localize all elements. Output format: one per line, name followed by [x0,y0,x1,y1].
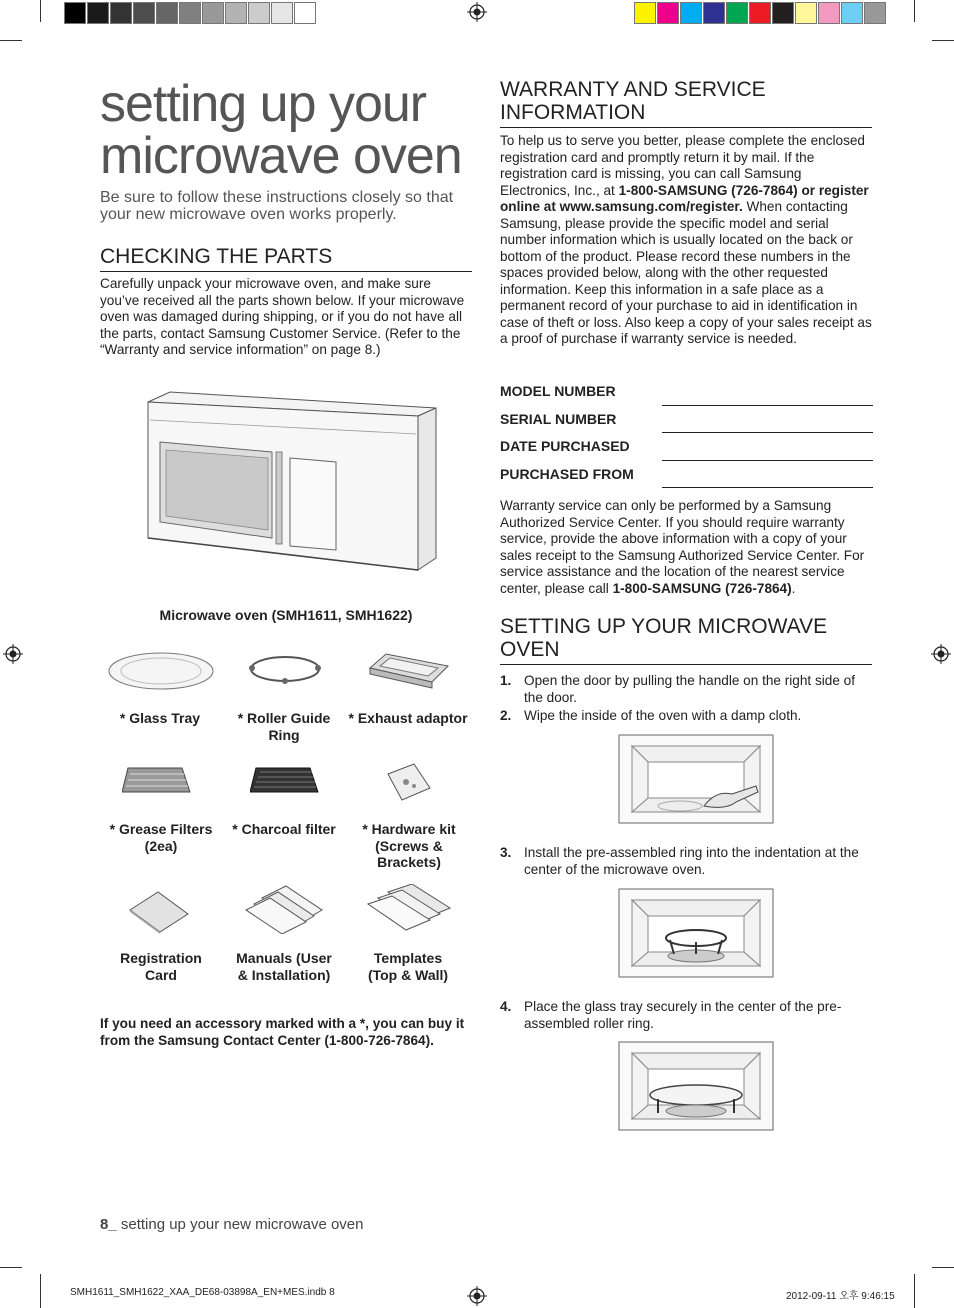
part-label-hardware-kit: * Hardware kit (Screws & Brackets) [362,821,456,870]
color-swatch [749,2,771,24]
color-swatch [703,2,725,24]
color-swatch [202,2,224,24]
crop-mark [0,1267,22,1268]
part-label-exhaust-adaptor: * Exhaust adaptor [348,710,468,726]
registration-mark-icon [931,644,951,664]
roller-guide-ring-illustration [246,652,324,686]
setup-heading: SETTING UP YOUR MICROWAVE OVEN [500,615,872,665]
install-ring-illustration [618,888,774,978]
crop-mark [40,1274,41,1308]
warranty-service-text: Warranty service can only be performed by a Samsung Authorized Service Center. If you should require warranty service, provide the above information with a copy of your sales receipt to the Samsung Authorized Service Center. For service assistance and the location of the nearest service center, please call [500,498,865,596]
crop-mark [914,1274,915,1308]
registration-mark-icon [467,1286,487,1306]
color-swatch [271,2,293,24]
page-number: 8_ [100,1216,117,1233]
color-swatch [110,2,132,24]
templates-illustration [366,884,452,934]
part-label-registration-card: Registration Card [120,950,202,983]
model-number-label: MODEL NUMBER [500,383,616,399]
part-label-glass-tray: * Glass Tray [119,710,201,726]
exhaust-adaptor-illustration [366,648,452,690]
warranty-service-phone: 1-800-SAMSUNG (726-7864) [612,580,792,596]
date-purchased-label: DATE PURCHASED [500,438,630,454]
warranty-service-body [500,498,872,597]
color-swatch [657,2,679,24]
warranty-phone-online: 1-800-SAMSUNG (726-7864) or register online at www.samsung.com/register. [500,182,869,214]
part-label-roller-guide-ring: * Roller Guide Ring [237,710,331,743]
color-swatch [818,2,840,24]
color-swatch [133,2,155,24]
crop-mark [40,0,41,22]
part-label-manuals: Manuals (User & Installation) [236,950,332,983]
color-swatch [726,2,748,24]
purchased-from-line [662,487,873,488]
step-text: Wipe the inside of the oven with a damp cloth. [524,708,802,723]
cmyk-color-bar [634,2,887,24]
color-swatch [248,2,270,24]
print-slug-date: 2012-09-11 오후 9:46:15 [786,1291,895,1302]
crop-mark [0,40,22,41]
crop-mark [914,0,915,22]
accessory-note: If you need an accessory marked with a *, you can buy it from the Samsung Contact Center (1-800-726-7864). [100,1016,465,1048]
page-title: setting up your microwave oven [100,75,462,185]
warranty-body-text-cont: When contacting Samsung, please provide the specific model and serial number information which is usually located on the back or bottom of the product. Please record these numbers in the spaces provided below, along with the other requested information. Keep this information in a safe place as a permanent record of your purchase to aid in identification in case of theft or loss. Also keep a copy of your sales receipt as a proof of purchase if warranty service is needed. [500,199,872,346]
crop-mark [932,1267,954,1268]
purchased-from-label: PURCHASED FROM [500,466,634,482]
place-glass-tray-illustration [618,1041,774,1131]
hardware-kit-illustration [384,762,434,802]
microwave-oven-illustration [140,390,440,580]
color-swatch [294,2,316,24]
color-swatch [156,2,178,24]
page-footer [100,1216,363,1233]
charcoal-filter-illustration [250,764,322,796]
warranty-heading: WARRANTY AND SERVICE INFORMATION [500,78,872,128]
color-swatch [64,2,86,24]
page-subtitle: Be sure to follow these instructions closely so that your new microwave oven works properly. [100,189,454,223]
part-label-grease-filters: * Grease Filters (2ea) [109,821,213,854]
color-swatch [795,2,817,24]
glass-tray-illustration [106,650,216,692]
print-slug-file: SMH1611_SMH1622_XAA_DE68-03898A_EN+MES.indb 8 [70,1287,335,1298]
step-number: 2. [500,708,512,723]
color-swatch [772,2,794,24]
footer-text: setting up your new microwave oven [116,1216,364,1233]
wipe-oven-illustration [618,734,774,824]
color-swatch [225,2,247,24]
step-number: 1. [500,673,512,688]
warranty-body [500,133,872,348]
step-text: Open the door by pulling the handle on the right side of the door. [524,673,856,705]
date-purchased-line [662,460,873,461]
crop-mark [932,40,954,41]
color-swatch [864,2,886,24]
warranty-body-text: To help us to serve you better, please complete the enclosed registration card and promptly return it by mail. If the registration card is missing, you can call Samsung Electronics, Inc., at [500,133,865,198]
color-swatch [179,2,201,24]
color-swatch [841,2,863,24]
registration-mark-icon [467,2,487,22]
registration-card-illustration [126,890,192,934]
oven-caption: Microwave oven (SMH1611, SMH1622) [159,607,413,623]
step-number: 4. [500,999,512,1014]
step-text: Install the pre-assembled ring into the indentation at the center of the microwave oven. [524,845,859,877]
serial-number-line [662,432,873,433]
checking-parts-heading: CHECKING THE PARTS [100,245,472,272]
serial-number-label: SERIAL NUMBER [500,411,617,427]
part-label-templates: Templates (Top & Wall) [367,950,449,983]
warranty-service-end: . [791,580,796,596]
manuals-illustration [244,884,326,934]
color-swatch [634,2,656,24]
color-swatch [87,2,109,24]
model-number-line [662,405,873,406]
checking-parts-body: Carefully unpack your microwave oven, and make sure you’ve received all the parts shown below. If your microwave oven was damaged during shipping, or if you do not have all the parts, contact Samsung Customer Service. (Refer to the “Warranty and service information” on page 8.) [100,276,465,357]
step-text: Place the glass tray securely in the center of the pre-assembled roller ring. [524,999,842,1031]
part-label-charcoal-filter: * Charcoal filter [232,821,336,837]
color-swatch [680,2,702,24]
step-number: 3. [500,845,512,860]
grease-filter-illustration [122,764,194,796]
registration-mark-icon [3,644,23,664]
grayscale-color-bar [64,2,317,24]
